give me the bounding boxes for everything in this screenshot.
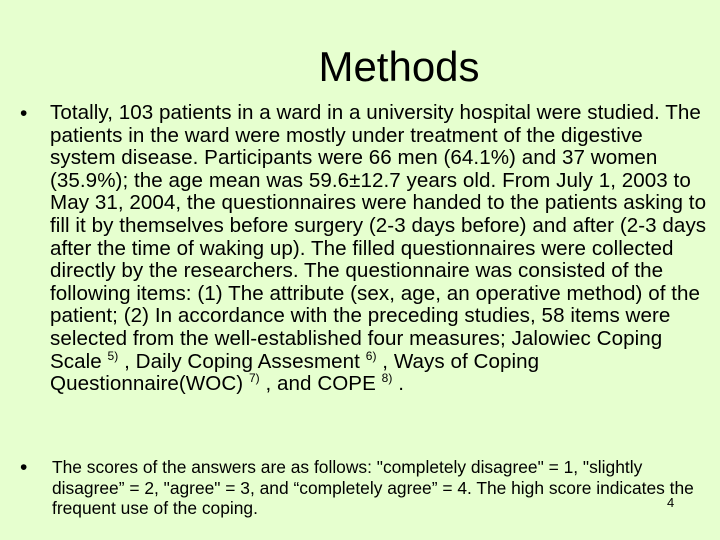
reference-superscript: 7) <box>248 371 260 386</box>
text-segment: , and COPE <box>259 372 382 396</box>
reference-superscript: 5) <box>107 348 119 363</box>
bullet-text: The scores of the answers are as follows: "completely disagree" = 1, "slightly disagree” = 2, "agree" = 3, and “completely agree” = 4. The high score indicates the frequent use of the coping. <box>52 457 694 518</box>
slide-title: Methods <box>318 43 480 90</box>
reference-superscript: 8) <box>381 371 393 386</box>
text-segment: Totally, 103 patients in a ward in a university hospital were studied. The patients in the ward were mostly under treatment of the digestive system disease. Participants were 66 men (64.1%) and 37 women (35.9%); the age mean was 59.6±12.7 years old. From July 1, 2003 to May 31, 2004, the questionnaires were handed to the patients asking to fill it by themselves before surgery (2-3 days before) and after (2-3 days after the time of waking up). The filled questionnaires were collected directly by the researchers. The questionnaire was consisted of the following items: (1) The attribute (sex, age, an operative method) of the patient; (2) In accordance with the preceding studies, 58 items were selected from the well-established four measures; Jalowiec Coping Scale <box>50 101 707 373</box>
bullet-icon: • <box>20 102 28 125</box>
text-segment: . <box>392 372 404 396</box>
page-number: 4 <box>667 495 675 510</box>
bullet-icon: • <box>20 456 28 479</box>
bullet-item-scores <box>20 457 710 519</box>
text-segment: , Daily Coping Assesment <box>118 349 366 373</box>
bullet-item-methods <box>20 102 710 396</box>
text-segment: , Ways of Coping Questionnaire(WOC) <box>50 349 540 396</box>
bullet-text <box>50 102 710 396</box>
reference-superscript: 6) <box>365 348 377 363</box>
